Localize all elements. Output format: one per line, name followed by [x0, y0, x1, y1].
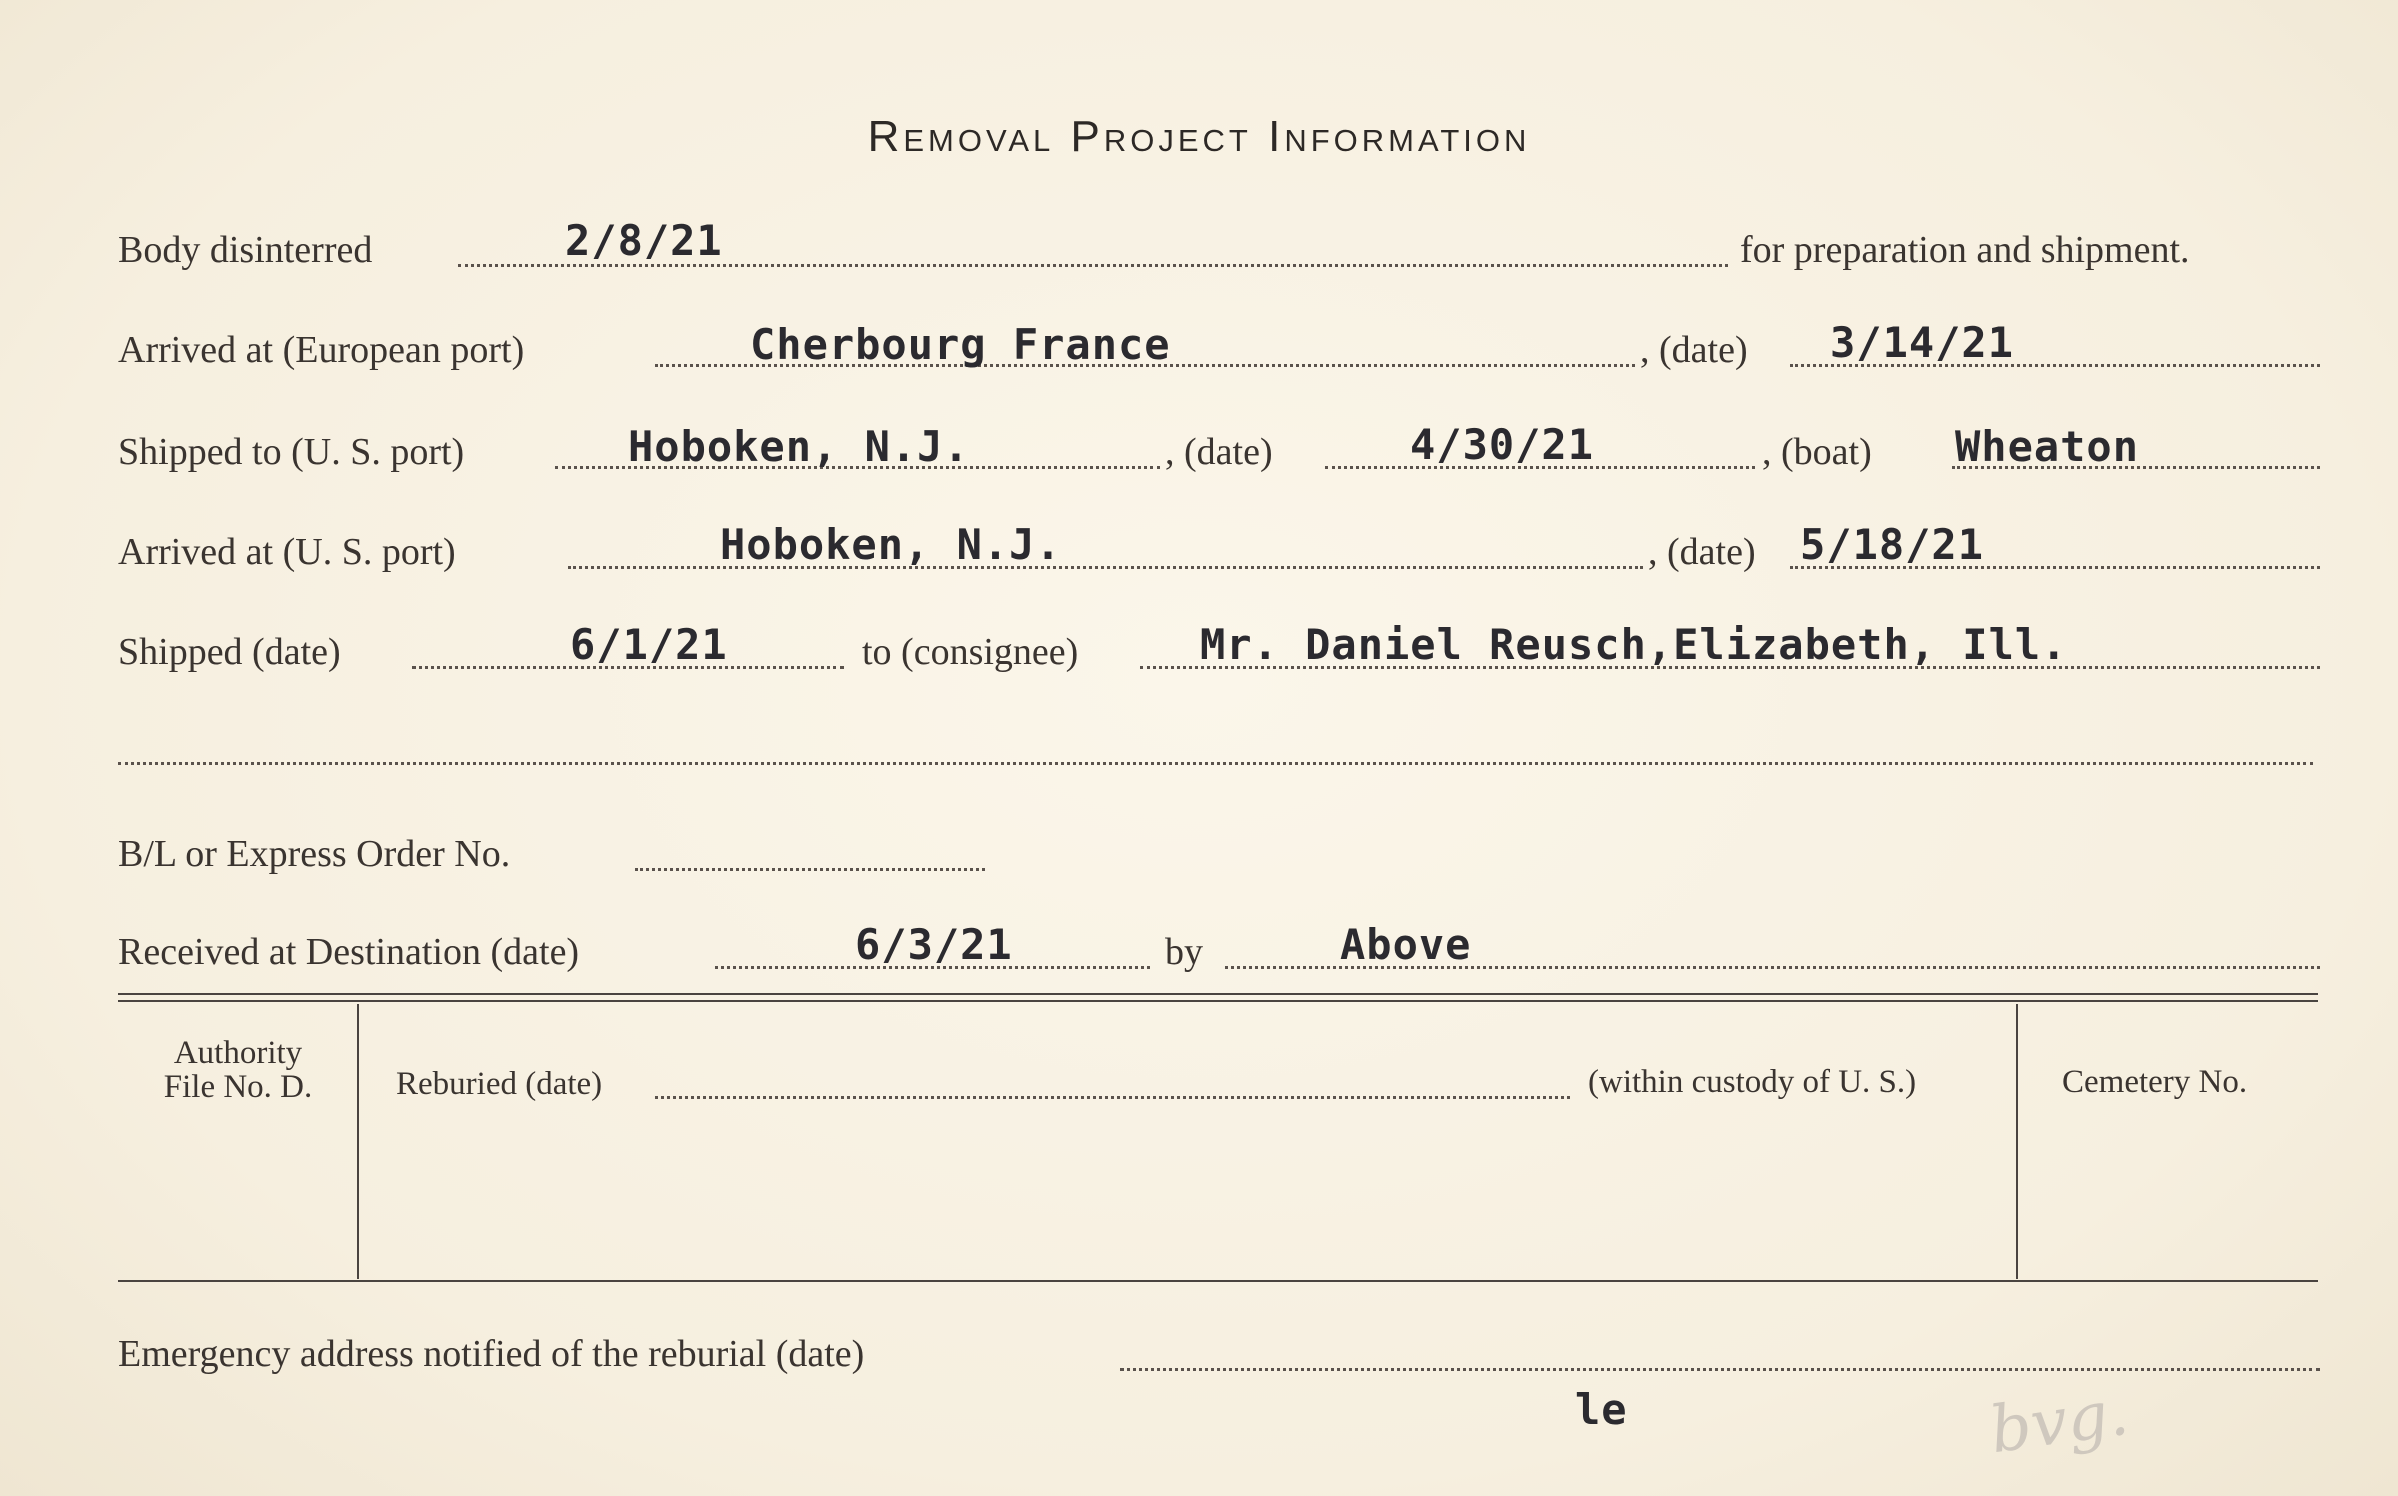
body-disinterred-suffix: for preparation and shipment.	[1740, 229, 2190, 271]
blank-line	[118, 762, 2313, 765]
arrived-us-port: Hoboken, N.J.	[720, 520, 1062, 569]
bl-order-line	[635, 868, 985, 871]
arrived-european-date-label: , (date)	[1640, 329, 1748, 371]
authority-file-cell	[118, 1036, 358, 1104]
shipped-us-date: 4/30/21	[1410, 420, 1595, 469]
shipped-date-label: Shipped (date)	[118, 631, 341, 673]
arrived-european-port: Cherbourg France	[750, 320, 1171, 369]
arrived-european-date: 3/14/21	[1830, 318, 2015, 367]
cemetery-label: Cemetery No.	[2062, 1064, 2248, 1100]
shipped-us-date-label: , (date)	[1165, 431, 1273, 473]
body-disinterred-label: Body disinterred	[118, 229, 373, 271]
received-date: 6/3/21	[855, 920, 1013, 969]
arrived-us-label: Arrived at (U. S. port)	[118, 531, 456, 573]
body-disinterred-value: 2/8/21	[565, 216, 723, 265]
emergency-label: Emergency address notified of the reburial (date)	[118, 1333, 865, 1375]
shipped-us-port: Hoboken, N.J.	[628, 422, 970, 471]
arrived-us-date: 5/18/21	[1800, 520, 1985, 569]
file-no-label: File No. D.	[163, 1069, 313, 1105]
authority-label: Authority	[173, 1035, 303, 1071]
bl-order-label: B/L or Express Order No.	[118, 833, 511, 875]
reburied-line	[655, 1096, 1570, 1099]
shipped-us-boat: Wheaton	[1955, 422, 2140, 471]
shipped-us-boat-label: , (boat)	[1762, 431, 1872, 473]
custody-label: (within custody of U. S.)	[1588, 1064, 1917, 1100]
received-by-label: by	[1165, 931, 1203, 973]
received-by-value: Above	[1340, 920, 1472, 969]
consignee-value: Mr. Daniel Reusch,Elizabeth, Ill.	[1200, 620, 2068, 669]
table-top-rule-1	[118, 993, 2318, 995]
emergency-line	[1120, 1368, 2320, 1371]
arrived-us-date-label: , (date)	[1648, 531, 1756, 573]
arrived-european-label: Arrived at (European port)	[118, 329, 525, 371]
pencil-mark: bvg.	[1985, 1375, 2133, 1469]
table-bottom-rule	[118, 1280, 2318, 1282]
received-label: Received at Destination (date)	[118, 931, 580, 973]
form-title: Removal Project Information	[867, 112, 1531, 161]
table-divider-right	[2016, 1004, 2018, 1279]
reburied-label: Reburied (date)	[396, 1066, 603, 1102]
consignee-label: to (consignee)	[862, 631, 1079, 673]
shipped-us-label: Shipped to (U. S. port)	[118, 431, 465, 473]
shipped-date-value: 6/1/21	[570, 620, 728, 669]
footer-code: le	[1575, 1385, 1628, 1434]
table-top-rule-2	[118, 1000, 2318, 1002]
